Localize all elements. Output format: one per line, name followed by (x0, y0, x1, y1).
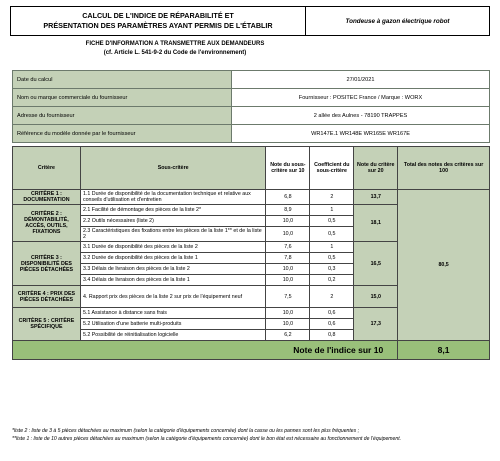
header-note-critere: Note du critère sur 20 (354, 147, 398, 190)
subcriterion-coef: 2 (310, 286, 354, 308)
fiche-heading (20, 40, 330, 58)
info-value: 27/01/2021 (232, 71, 490, 89)
supplier-info-table (12, 70, 490, 143)
footnote-2: **liste 1 : liste de 10 autres pièces détachées au maximum (selon la catégorie d'équipements concernée) dont le bon état est nécessaire au fonctionnement de l'équipement. (12, 435, 402, 442)
subcriterion-coef: 0,5 (310, 227, 354, 242)
subcriterion-label: 3.4 Délais de livraison des pièces de la liste 1 (80, 275, 265, 286)
criterion-note: 15,0 (354, 286, 398, 308)
table-row (13, 190, 490, 205)
subcriterion-coef: 0,5 (310, 253, 354, 264)
subcriterion-note: 10,0 (266, 308, 310, 319)
criterion-name: CRITÈRE 5 : CRITÈRE SPÉCIFIQUE (13, 308, 81, 341)
subcriterion-note: 10,0 (266, 319, 310, 330)
subcriterion-label: 2.1 Facilité de démontage des pièces de la liste 2* (80, 205, 265, 216)
subcriterion-note: 8,9 (266, 205, 310, 216)
final-score-value: 8,1 (398, 341, 490, 360)
subcriterion-note: 10,0 (266, 264, 310, 275)
header-coefficient: Coefficient du sous-critère (310, 147, 354, 190)
header-sous-critere: Sous-critère (80, 147, 265, 190)
subcriterion-label: 5.1 Assistance à distance sans frais (80, 308, 265, 319)
info-row (13, 125, 490, 143)
subcriterion-coef: 0,3 (310, 264, 354, 275)
product-type: Tondeuse à gazon électrique robot (306, 6, 490, 36)
info-row (13, 71, 490, 89)
info-label: Date du calcul (13, 71, 232, 89)
subcriterion-label: 1.1 Durée de disponibilité de la documentation technique et relative aux conseils d'utilisation et d'entretien (80, 190, 265, 205)
fiche-line-1: FICHE D'INFORMATION A TRANSMETTRE AUX DEMANDEURS (85, 41, 265, 47)
footnotes (12, 428, 494, 443)
subcriterion-note: 7,5 (266, 286, 310, 308)
subcriterion-coef: 0,8 (310, 330, 354, 341)
footnote-1: *liste 2 : liste de 3 à 5 pièces détachées au maximum (selon la catégorie d'équipements concernée) dont la casse ou les pannes sont les plus fréquentes ; (12, 428, 359, 434)
subcriterion-note: 10,0 (266, 275, 310, 286)
header-total: Total des notes des critères sur 100 (398, 147, 490, 190)
subcriterion-label: 4. Rapport prix des pièces de la liste 2 sur prix de l'équipement neuf (80, 286, 265, 308)
subcriterion-label: 3.2 Durée de disponibilité des pièces de la liste 1 (80, 253, 265, 264)
subcriterion-label: 3.1 Durée de disponibilité des pièces de la liste 2 (80, 242, 265, 253)
criterion-note: 16,5 (354, 242, 398, 286)
subcriterion-note: 10,0 (266, 227, 310, 242)
criterion-name: CRITÈRE 3 : DISPONIBILITÉ DES PIÈCES DÉTACHÉES (13, 242, 81, 286)
subcriterion-note: 6,8 (266, 190, 310, 205)
subcriterion-note: 7,8 (266, 253, 310, 264)
repairability-table (12, 146, 490, 360)
final-score-label: Note de l'indice sur 10 (13, 341, 398, 360)
info-value: WR147E.1 WR148E WR165E WR167E (232, 125, 490, 143)
subcriterion-note: 7,6 (266, 242, 310, 253)
info-label: Adresse du fournisseur (13, 107, 232, 125)
criterion-note: 17,3 (354, 308, 398, 341)
info-value: 2 allée des Aulnes - 78190 TRAPPES (232, 107, 490, 125)
subcriterion-label: 2.3 Caractéristiques des fixations entre les pièces de la liste 1** et de la liste 2 (80, 227, 265, 242)
subcriterion-label: 5.2 Possibilité de réinitialisation logicielle (80, 330, 265, 341)
criterion-note: 18,1 (354, 205, 398, 242)
subcriterion-coef: 0,6 (310, 319, 354, 330)
subcriterion-coef: 0,6 (310, 308, 354, 319)
info-label: Référence du modèle donnée par le fournisseur (13, 125, 232, 143)
final-score-row (13, 341, 490, 360)
criterion-name: CRITÈRE 2 : DÉMONTABILITÉ, ACCÈS, OUTILS, FIXATIONS (13, 205, 81, 242)
subcriterion-coef: 1 (310, 242, 354, 253)
subcriterion-coef: 1 (310, 205, 354, 216)
title-line-2: PRÉSENTATION DES PARAMÈTRES AYANT PERMIS DE L'ÉTABLIR (43, 21, 273, 30)
subcriterion-coef: 0,5 (310, 216, 354, 227)
subcriterion-coef: 0,2 (310, 275, 354, 286)
subcriterion-note: 10,0 (266, 216, 310, 227)
subcriterion-label: 2.2 Outils nécessaires (liste 2) (80, 216, 265, 227)
info-label: Nom ou marque commerciale du fournisseur (13, 89, 232, 107)
criterion-name: CRITÈRE 1 : DOCUMENTATION (13, 190, 81, 205)
criterion-name: CRITÈRE 4 : PRIX DES PIÈCES DÉTACHÉES (13, 286, 81, 308)
criterion-note: 13,7 (354, 190, 398, 205)
header-note-sous-critere: Note du sous-critère sur 10 (266, 147, 310, 190)
fiche-line-2: (cf. Article L. 541-9-2 du Code de l'environnement) (103, 50, 247, 56)
info-value: Fournisseur : POSITEC France / Marque : WORX (232, 89, 490, 107)
subcriterion-note: 6,2 (266, 330, 310, 341)
title-line-1: CALCUL DE L'INDICE DE RÉPARABILITÉ ET (82, 11, 234, 20)
subcriterion-label: 5.2 Utilisation d'une batterie multi-produits (80, 319, 265, 330)
subcriterion-coef: 2 (310, 190, 354, 205)
header-critere: Critère (13, 147, 81, 190)
document-title (10, 6, 306, 36)
info-row (13, 89, 490, 107)
total-score: 80,5 (398, 190, 490, 341)
info-row (13, 107, 490, 125)
table-header-row (13, 147, 490, 190)
subcriterion-label: 3.3 Délais de livraison des pièces de la liste 2 (80, 264, 265, 275)
